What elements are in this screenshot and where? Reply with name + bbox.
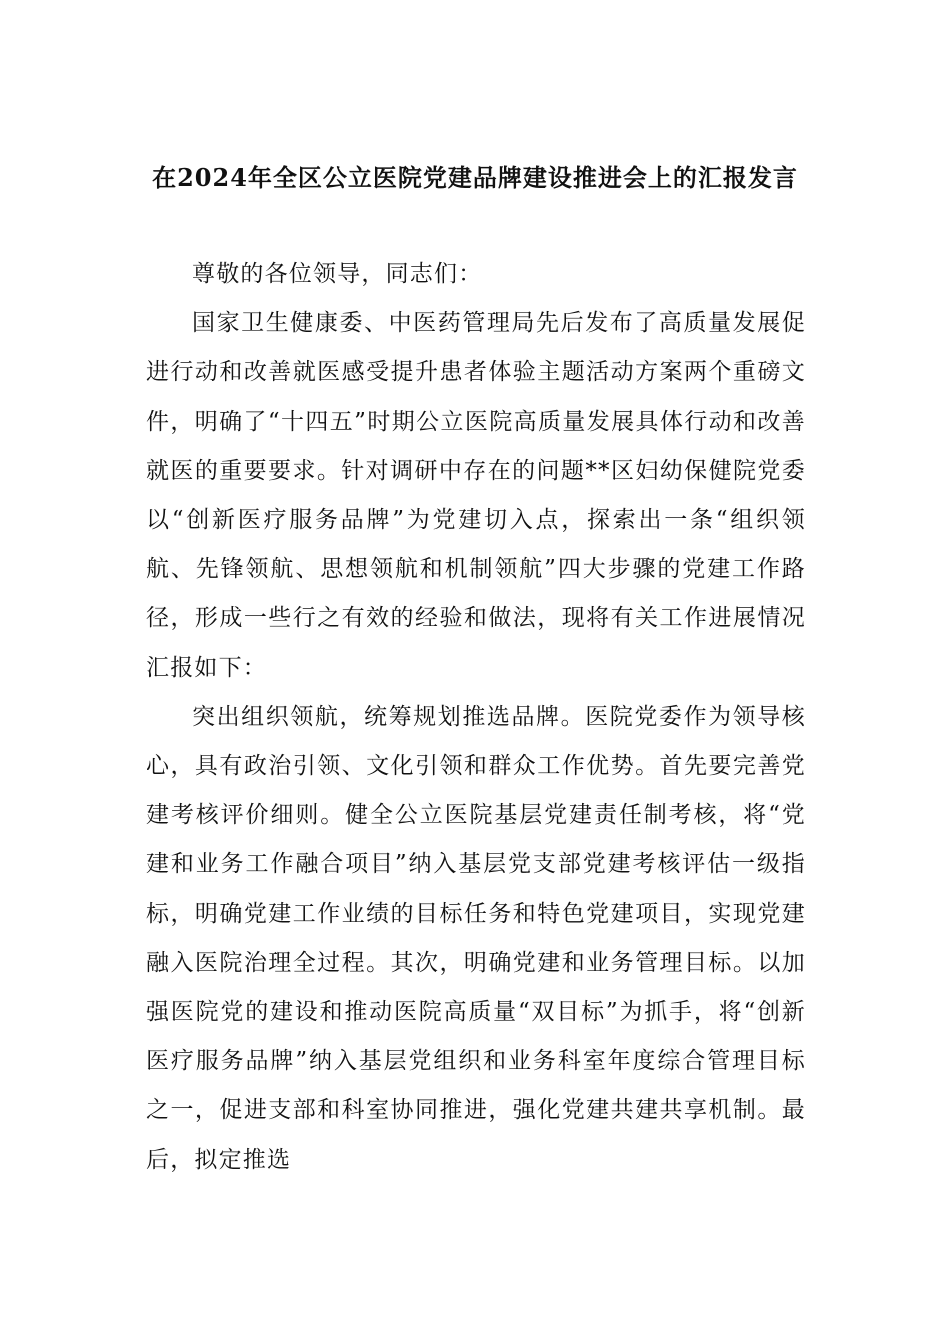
salutation: 尊敬的各位领导，同志们： [192, 261, 483, 287]
paragraph-organization-leading: 突出组织领航，统筹规划推选品牌。医院党委作为领导核心，具有政治引领、文化引领和群众工作优势。首先要完善党建考核评价细则。健全公立医院基层党建责任制考核，将“党建和业务工作融合项目”纳入基层党支部党建考核评估一级指标，明确党建工作业绩的目标任务和特色党建项目，实现党建融入医院治理全过程。其次，明确党建和业务管理目标。以加强医院党的建设和推动医院高质量“双目标”为抓手，将“创新医疗服务品牌”纳入基层党组织和业务科室年度综合管理目标之一，促进支部和科室协同推进，强化党建共建共享机制。最后，拟定推选 [146, 703, 806, 1173]
paragraph-intro: 国家卫生健康委、中医药管理局先后发布了高质量发展促进行动和改善就医感受提升患者体验主题活动方案两个重磅文件，明确了“十四五”时期公立医院高质量发展具体行动和改善就医的重要要求。针对调研中存在的问题**区妇幼保健院党委以“创新医疗服务品牌”为党建切入点，探索出一条“组织领航、先锋领航、思想领航和机制领航”四大步骤的党建工作路径，形成一些行之有效的经验和做法，现将有关工作进展情况汇报如下： [146, 310, 806, 681]
document-title: 在2024年全区公立医院党建品牌建设推进会上的汇报发言 [152, 163, 798, 192]
document-body [146, 250, 806, 1185]
